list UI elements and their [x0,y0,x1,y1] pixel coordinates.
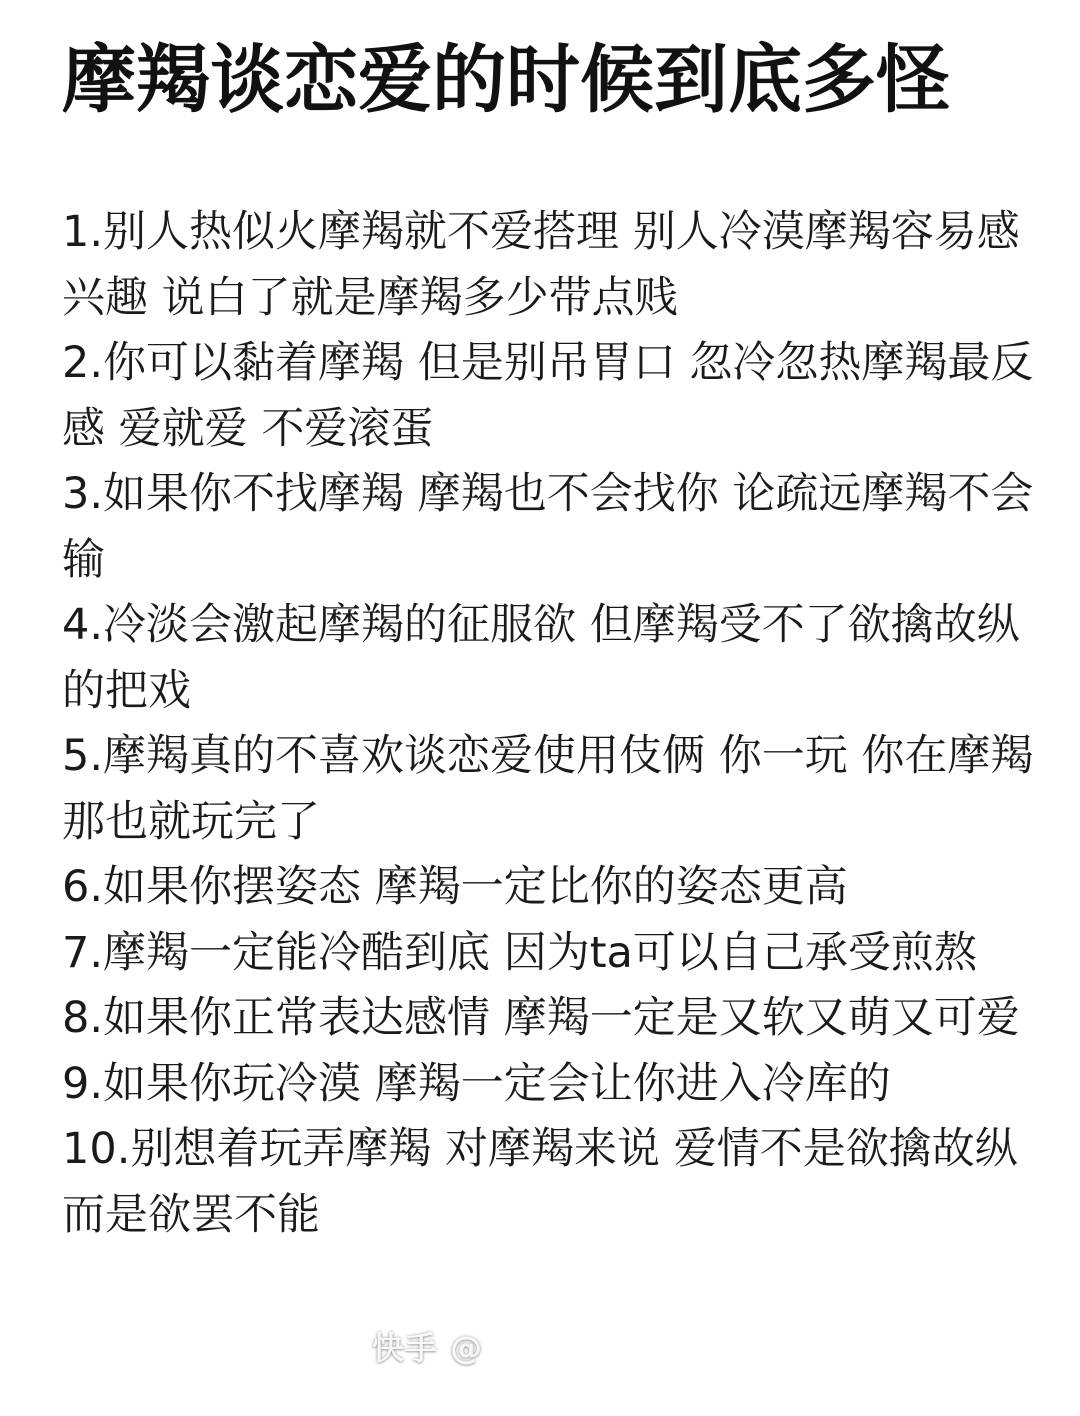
list-item: 9.如果你玩冷漠 摩羯一定会让你进入冷库的 [62,1058,891,1109]
tips-list [62,200,1047,1248]
list-item: 4.冷淡会激起摩羯的征服欲 但摩羯受不了欲擒故纵的把戏 [62,600,1020,716]
watermark: 快手 @ [372,1329,484,1367]
list-item: 2.你可以黏着摩羯 但是别吊胃口 忽冷忽热摩羯最反感 爱就爱 不爱滚蛋 [62,338,1034,454]
list-item: 7.摩羯一定能冷酷到底 因为ta可以自己承受煎熬 [62,927,977,978]
list-item: 6.如果你摆姿态 摩羯一定比你的姿态更高 [62,862,848,912]
list-item: 10.别想着玩弄摩羯 对摩羯来说 爱情不是欲擒故纵 而是欲罢不能 [62,1124,1018,1240]
list-item: 5.摩羯真的不喜欢谈恋爱使用伎俩 你一玩 你在摩羯那也就玩完了 [62,731,1034,847]
list-item: 1.别人热似火摩羯就不爱搭理 别人冷漠摩羯容易感兴趣 说白了就是摩羯多少带点贱 [62,207,1020,323]
list-item: 3.如果你不找摩羯 摩羯也不会找你 论疏远摩羯不会输 [62,469,1034,585]
list-item: 8.如果你正常表达感情 摩羯一定是又软又萌又可爱 [62,993,1020,1043]
page-title: 摩羯谈恋爱的时候到底多怪 [62,37,950,123]
